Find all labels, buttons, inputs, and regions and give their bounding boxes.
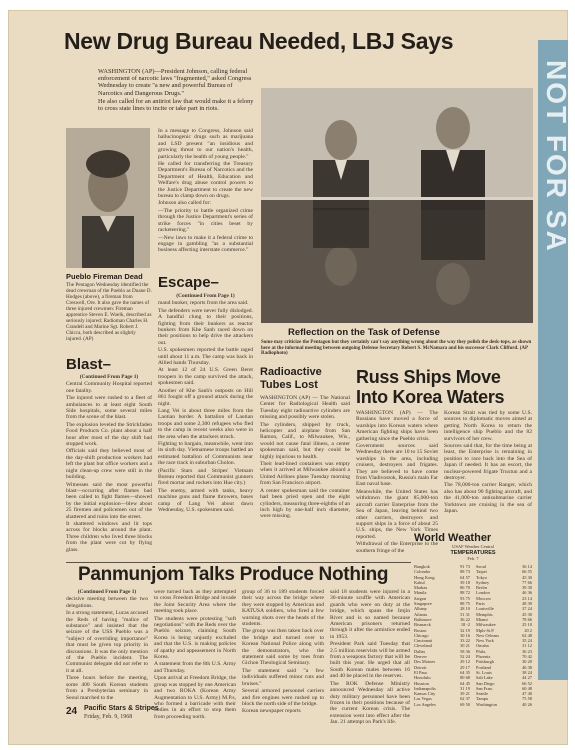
weather-temp: 47 40	[522, 691, 532, 697]
panmunjom-headline: Panmunjom Talks Produce Nothing	[78, 564, 389, 585]
russ-ships-column	[444, 410, 532, 528]
weather-date: Feb. 7	[467, 556, 479, 561]
weather-temp: 29 17	[460, 664, 470, 670]
weather-temp: 46 36	[522, 590, 532, 596]
weather-temp: 62 48	[522, 632, 532, 638]
weather-temp: 80 68	[460, 675, 470, 681]
continued-note: (Continued From Page 1)	[176, 293, 235, 299]
weather-city: Sydney	[476, 579, 490, 585]
weather-temp: 45 30	[522, 574, 532, 580]
column-paragraph: Meanwhile, the United States has withdrawn the giant 85,000-ton aircraft carrier Enterprise from the Sea of Japan, leaving behind two other carriers, destroyers and support ships in a force of about 25 U.S. ships, the New York Times reported.	[356, 488, 438, 540]
pueblo-caption: The Pentagon Wednesday identified the dead crewman of the Pueblo as Duane D. Hodges (above), a fireman from Creswell, Ore. It also gave the names of three injured crewmen: Fireman apprentice Steven E. Woelk, described as seriously injured; Radioman Charles H. Crandell and Marine Sgt. Robert J. Chicca, both described as slightly injured. (AP)	[66, 282, 152, 342]
column-paragraph: Officials said they believed most of the day-shift production workers had left the plant but office workers and a night clean-up crew were still in the building.	[66, 448, 152, 481]
weather-temp: 88 72	[460, 590, 470, 596]
reflection-caption: Some may criticize the Pentagon but they certainly can't say anything wrong about the way they polish the desk-tops, as shown here at the informal meeting between outgoing Defense Secretary Robert S. McNamara and his successor Clark Clifford. (AP Radiophoto)	[261, 340, 532, 357]
weather-temp: 28 10	[460, 606, 470, 612]
weather-temp: 37 24	[522, 606, 532, 612]
weather-column	[414, 564, 470, 707]
weather-city: Bangkok	[414, 564, 430, 569]
escape-headline: Escape–	[158, 274, 219, 291]
weather-temp: 30 16	[460, 632, 470, 638]
column-paragraph: Three hours before the meeting, some 400 South Korean students from a Presbyterian seminary in Seoul marched to the	[66, 675, 148, 701]
column-paragraph: In a message to Congress, Johnson said hallucinogenic drugs such as marijuana and LSD present "an insidious and growing threat to our nation's health, particularly the health of young people."	[158, 128, 253, 160]
column-paragraph: The enemy, armed with tanks, heavy machine guns and flame throwers, bases camp of Lang Vei about dawn Wednesday, U.S. spokesmen said.	[158, 487, 253, 513]
column-paragraph: Sources said that, for the time being at least, the Enterprise is remaining in position to race back into the Sea of Japan if needed. It has an escort, the nuclear-powered frigate Truxtun and a destroyer.	[444, 443, 532, 482]
radioactive-headline	[260, 366, 322, 392]
column-paragraph: The injured were rushed to a fleet of ambulances to at least eight South Side hospitals, some several miles from the scene of the blast.	[66, 395, 152, 421]
weather-city: Memphis	[476, 611, 493, 617]
panmunjom-column	[154, 589, 236, 724]
weather-city: Madras	[414, 585, 428, 591]
headline-line: Into Korea Waters	[356, 387, 505, 407]
column-paragraph: The ROK Defense Ministry announced Wednesday all active duty military personnel have been frozen in their positions because of the current Korean crisis. The extension went into effect after the Jan. 21 attempt on Park's life.	[330, 680, 410, 726]
weather-temp: 30 20	[522, 659, 532, 665]
weather-city: Washington	[476, 701, 497, 707]
weather-temp: 36 23	[522, 648, 532, 654]
panmunjom-column	[242, 589, 324, 724]
column-paragraph: The defenders were never fully dislodged. A handful clung to their positions, fighting from their bunkers as reactor bunkers from Khe Sanh raced down on their positions to help drive the attackers out.	[158, 307, 253, 346]
lead-story-intro	[98, 68, 258, 128]
side-banner-text: NOT FOR SA	[541, 60, 572, 253]
column-paragraph: Fighting to bargain, meanwhile, went into its sixth day. Vietnamese troops battled an estimated battalion of Communists near the race track in suburban Cholon.	[158, 440, 253, 467]
column-paragraph: Government sources said Wednesday there are 10 to 15 Soviet warships in the area, including cruisers, destroyers and frigates. They are believed to have come from Vladivostok, Russia's main Far East naval base.	[356, 443, 438, 488]
weather-temp: 29 12	[460, 659, 470, 665]
weather-city: Des Moines	[414, 659, 436, 665]
weather-city: Phila.	[476, 648, 487, 654]
weather-table	[414, 564, 532, 707]
headline-line: Russ Ships Move	[356, 367, 501, 387]
column-paragraph: WASHINGTON (AP) — The Russians have moved a force of warships into Korean waters where American fighting ships have been gathering since the Pueblo crisis.	[356, 410, 438, 442]
column-paragraph: WASHINGTON (AP) — The National Center for Radiological Health said Tuesday eight radioactive cylinders are missing and possibly were stolen.	[260, 395, 350, 421]
column-paragraph: group of 36 to 189 students forced their way across the bridge where they were stopped by American and KATUSA soldiers, who fired a few warning shots over the heads of the students.	[242, 589, 324, 628]
weather-temp: 52 24	[460, 654, 470, 660]
weather-city: Miami	[476, 616, 488, 622]
continued-note: (Continued From Page 1)	[77, 589, 137, 595]
side-banner	[538, 40, 572, 680]
reflection-caption-title: Reflection on the Task of Defense	[288, 327, 440, 338]
weather-temp: 70 42	[522, 654, 532, 660]
column-paragraph: Another of Khe Sanh's outposts on Hill 861 fought off a ground attack during the night.	[158, 387, 253, 407]
weather-temp: 69 50	[460, 701, 470, 707]
russ-ships-headline	[356, 367, 504, 407]
column-paragraph: The explosion leveled the Strickfaden Food Products Co. plant about a half hour after most of the day shift had stopped work.	[66, 421, 152, 448]
weather-temp: 30 21	[460, 643, 470, 649]
weather-city: Berlin	[476, 585, 487, 591]
column-paragraph: Lang Vei is about three miles from the Laotian border. A battalion of Laotian troops and some 2,300 refugees who fled to the camp in recent weeks also were in the area when the attackers struck.	[158, 407, 253, 440]
column-paragraph: Witnesses said the most powerful blast—occurring after flames had been called to fight flames—showed by the initial explosion—blew about 25 firemen and policemen out of the shattered and ruins into the street.	[66, 481, 152, 520]
headline-line: Radioactive	[260, 366, 322, 378]
column-paragraph: Upon arrival at Freedom Bridge, the group was stopped by one American and two ROKA (Korean Army Augmentation to U.S. Army) M.P.s, who formed a barricade with their bodies in an effort to stop them from proceeding north.	[154, 675, 236, 720]
weather-temp: 32 19	[460, 627, 470, 633]
column-paragraph: were turned back as they attempted to cross Freedom Bridge and invade the Joint Security Area where the meeting took place.	[154, 589, 236, 615]
weather-temp: 25 10	[522, 622, 532, 628]
panmunjom-column	[66, 589, 148, 699]
weather-temp: 62 37	[460, 696, 470, 702]
weather-city: Tokyo	[476, 574, 488, 580]
weather-city: Louisville	[476, 606, 494, 612]
weather-city: Dallas	[414, 648, 426, 654]
weather-city: Omaha	[476, 643, 489, 649]
weather-city: St. Louis	[476, 669, 492, 675]
weather-temp: 93 75	[460, 595, 470, 601]
weather-city: Colombo	[414, 569, 431, 575]
column-paragraph: President Park said Tuesday that 2.5 million reservists will be armed from a weapons factory that will be built this year. He urged that all South Korean males between 16 and 40 be placed in the reserves.	[330, 641, 410, 680]
weather-city: Atlanta	[414, 611, 427, 617]
weather-temp: 64 57	[460, 574, 470, 580]
weather-temp: 36 22	[460, 616, 470, 622]
continued-note: (Continued From Page 1)	[79, 374, 139, 380]
weather-city: Portland	[476, 664, 491, 670]
column-paragraph: At least 12 of 24 U.S. Green Beret troopers in the camp survived the attack, spokesmen said.	[158, 367, 253, 387]
weather-temp: 35 24	[522, 638, 532, 644]
divider	[66, 562, 411, 563]
newspaper-page	[8, 10, 572, 745]
weather-temp: 45 30	[522, 611, 532, 617]
weather-city: Chicago	[414, 632, 429, 638]
panmunjom-column	[330, 589, 410, 724]
column-paragraph: He called for transferring the Treasury Department's Bureau of Narcotics and the Department of Health, Education and Welfare's drug abuse control powers to the Justice Department to create the new bureau to clamp down on drugs.	[158, 161, 253, 200]
weather-city: Saigon	[414, 595, 427, 601]
weather-temp: 44 27	[522, 675, 532, 681]
weather-city: Seattle	[476, 691, 488, 697]
weather-city: Las Vegas	[414, 696, 432, 702]
weather-temp: 51 31	[460, 611, 470, 617]
weather-temp: 18 -2	[460, 622, 470, 628]
issue-date: Friday, Feb. 9, 1968	[84, 714, 133, 720]
weather-city: El Paso	[414, 669, 428, 675]
weather-temp: 39 30	[522, 585, 532, 591]
column-paragraph: mand bunker, reports from the area said.	[158, 300, 249, 307]
column-paragraph: decisive meeting between the two delegations.	[66, 596, 148, 609]
weather-city: Tampa	[476, 696, 488, 702]
weather-city: Seoul	[476, 564, 487, 569]
weather-city: Taipei	[476, 569, 487, 575]
weather-column	[476, 564, 532, 707]
weather-city: Albany	[414, 606, 427, 612]
weather-city: Mpls-St.P.	[476, 627, 495, 633]
blast-story	[66, 374, 152, 559]
weather-city: Indianapolis	[414, 685, 436, 691]
weather-temps-label: TEMPERATURES	[450, 550, 496, 556]
column-paragraph: The cylinders, shipped by truck, helicopter and airplane from San Ramon, Calif., to Milwaukee, Wis., would not cause fatal illness, a center spokesman said, but they could be highly injurious to health.	[260, 421, 350, 460]
world-weather-box	[414, 532, 532, 707]
weather-temp: 77 66	[522, 579, 532, 585]
page-number: 24	[66, 706, 78, 717]
column-paragraph: —New laws to make it a federal crime to engage in gambling "as a substantial business affecting interstate commerce."	[158, 234, 253, 254]
column-paragraph: Their lead-lined containers was empty when it arrived at Milwaukee aboard a United Airlines plane Tuesday morning from San Francisco airport.	[260, 461, 350, 487]
weather-temp: 48 39	[522, 601, 532, 607]
paper-name: Pacific Stars & Stripes	[84, 705, 159, 712]
weather-temp: 64 45	[460, 680, 470, 686]
weather-temp: 36 14	[522, 564, 532, 569]
reflection-photo	[261, 88, 533, 323]
column-paragraph: The group was then taken back over the bridge and turned over to Korean National Police along with the demonstrators, who the statement said some by toes from Gichon Theological Seminary.	[242, 628, 324, 667]
weather-title: World Weather	[414, 532, 492, 544]
weather-temp: 38 24	[522, 669, 532, 675]
weather-temp: 75 58	[522, 696, 532, 702]
column-paragraph: The 78,000-ton carrier Ranger, which also has about 90 fighting aircraft, and the 41,000-ton antisubmarine carrier Yorktown are cruising in the sea of Japan.	[444, 482, 532, 515]
weather-city: Paris	[476, 601, 485, 607]
weather-city: New Orleans	[476, 632, 500, 638]
weather-temp: 58 36	[460, 648, 470, 654]
column-paragraph: Several armored personnel carriers and fire engines were rushed up to block the north side of the bridge.	[242, 688, 324, 707]
weather-city: Boston	[414, 627, 427, 633]
weather-temp: 31 19	[460, 685, 470, 691]
weather-temp: 64 35	[460, 669, 470, 675]
weather-city: San Fran.	[476, 685, 493, 691]
column-paragraph: A center spokesman said the container had been pried open and the eight cylinders, measuring three-eighths of an inch high by one-half inch diameter, were missing.	[260, 487, 350, 520]
column-paragraph: Korean Strait was tied by some U.S. sources to diplomatic moves aimed at getting North Korea to return the intelligence ship Pueblo and the 82 survivors of her crew.	[444, 410, 532, 442]
pueblo-caption-title: Pueblo Fireman Dead	[66, 272, 143, 281]
weather-city: Salt Lake	[476, 675, 493, 681]
column-paragraph: (Pacific Stars and Stripes' Vietnam Bureau reported that Communist gunners fired mortar and rockets into Hue city.)	[158, 467, 253, 487]
column-paragraph: It shattered windows and lit tops across for blocks around the plant. Three children who lived three blocks from the plant were cut by flying glass.	[66, 520, 152, 553]
headline-line: Tubes Lost	[260, 379, 318, 391]
weather-city: Hong Kong	[414, 574, 435, 580]
lead-story-column	[158, 128, 253, 273]
weather-city: Houston	[414, 680, 429, 686]
weather-temp: 40 26	[522, 701, 532, 707]
column-paragraph: Withdrawal of the Enterprise to the southern fringe of the	[356, 541, 438, 554]
pueblo-fireman-photo	[66, 128, 150, 268]
weather-temp: 88 73	[460, 569, 470, 575]
weather-city: Singapore	[414, 601, 432, 607]
weather-city: Kabul	[414, 579, 425, 585]
main-headline: New Drug Bureau Needed, LBJ Says	[64, 28, 454, 54]
weather-city: Kansas City	[414, 691, 436, 697]
weather-temp: 60 48	[522, 685, 532, 691]
weather-city: Detroit	[414, 664, 427, 670]
weather-temp: 91 73	[460, 564, 470, 569]
weather-temp: 78 66	[522, 616, 532, 622]
weather-temp: 20 2	[524, 627, 532, 633]
column-paragraph: In a strong statement, Lucas accused the Reds of having "malice of substance" and insisted that the seizure of the USS Pueblo was a "subject of overriding importance" that must be given top priority in discussions. It was the only mention of the Pueblo incident. The Communist delegate did not refer to it at all.	[66, 610, 149, 674]
weather-temp: 88 75	[460, 601, 470, 607]
weather-temp: 33 22	[460, 638, 470, 644]
lead-paragraph: WASHINGTON (AP)—President Johnson, calling federal enforcement of narcotic laws "fragmented," asked Congress Wednesday to create "a new and powerful Bureau of Narcotics and Dangerous Drugs."	[98, 68, 252, 97]
radioactive-story	[260, 395, 350, 560]
weather-city: London	[476, 590, 490, 596]
weather-city: Denver	[414, 654, 427, 660]
lead-paragraph: He also called for an antiriot law that would make it a felony to cross state lines to incite or take part in riots.	[98, 97, 254, 113]
weather-city: Honolulu	[414, 675, 431, 681]
weather-temp: 66 55	[522, 569, 532, 575]
weather-city: Baltimore	[414, 616, 432, 622]
weather-city: Phoenix	[476, 654, 491, 660]
weather-temp: 39 18	[460, 579, 470, 585]
weather-temp: 66 52	[522, 680, 532, 686]
weather-subtitle: USAF Weather Central	[452, 544, 494, 549]
weather-city: Manila	[414, 590, 427, 596]
weather-city: San Diego	[476, 680, 495, 686]
column-paragraph: The students were protesting "soft negotiations" with the Reds over the Pueblo seizure, claiming South Korea is being unjustly excluded and that the U.S. is making policies of apathy and appeasement in North Korea.	[154, 615, 236, 661]
column-paragraph: Korean newspaper reports	[242, 708, 301, 715]
weather-temp: 46 38	[522, 664, 532, 670]
weather-temp: 39 21	[460, 691, 470, 697]
weather-row	[414, 702, 470, 707]
column-paragraph: Johnson also called for:	[158, 200, 211, 207]
weather-row	[476, 702, 532, 707]
column-paragraph: U.S. spokesmen reported the battle raged until about 11 a.m. The camp was back in Allied hands Thursday.	[158, 347, 253, 367]
weather-temp: 31 12	[522, 643, 532, 649]
column-paragraph: A statement from the 8th U.S. Army and Thursday.	[154, 661, 236, 674]
weather-city: Bismarck	[414, 622, 431, 628]
weather-city: Los Angeles	[414, 701, 436, 707]
column-paragraph: —The priority to battle organized crime through the Justice Department's series of strike forces "in cities beset by racketeering."	[158, 207, 253, 234]
column-paragraph: The statement said "a few individuals suffered minor cuts and bruises."	[242, 667, 324, 687]
column-paragraph: said 18 students were injured in a 30-minute scuffle with American guards who were on duty at the bridge, which spans the Imjin River and is so named because American prisoners returned through it after the armistice ended in 1953.	[330, 589, 410, 640]
weather-temp: 86 70	[460, 585, 470, 591]
weather-city: Cincinnati	[414, 638, 433, 644]
weather-city: Milwaukee	[476, 622, 496, 628]
weather-city: Moscow	[476, 595, 492, 601]
weather-city: Pittsburgh	[476, 659, 494, 665]
weather-city: New York	[476, 638, 494, 644]
weather-temp: 23 14	[522, 595, 532, 601]
weather-city: Cleveland	[414, 643, 432, 649]
blast-headline: Blast–	[66, 356, 112, 373]
column-paragraph: Central Community Hospital reported one fatality.	[66, 381, 152, 394]
